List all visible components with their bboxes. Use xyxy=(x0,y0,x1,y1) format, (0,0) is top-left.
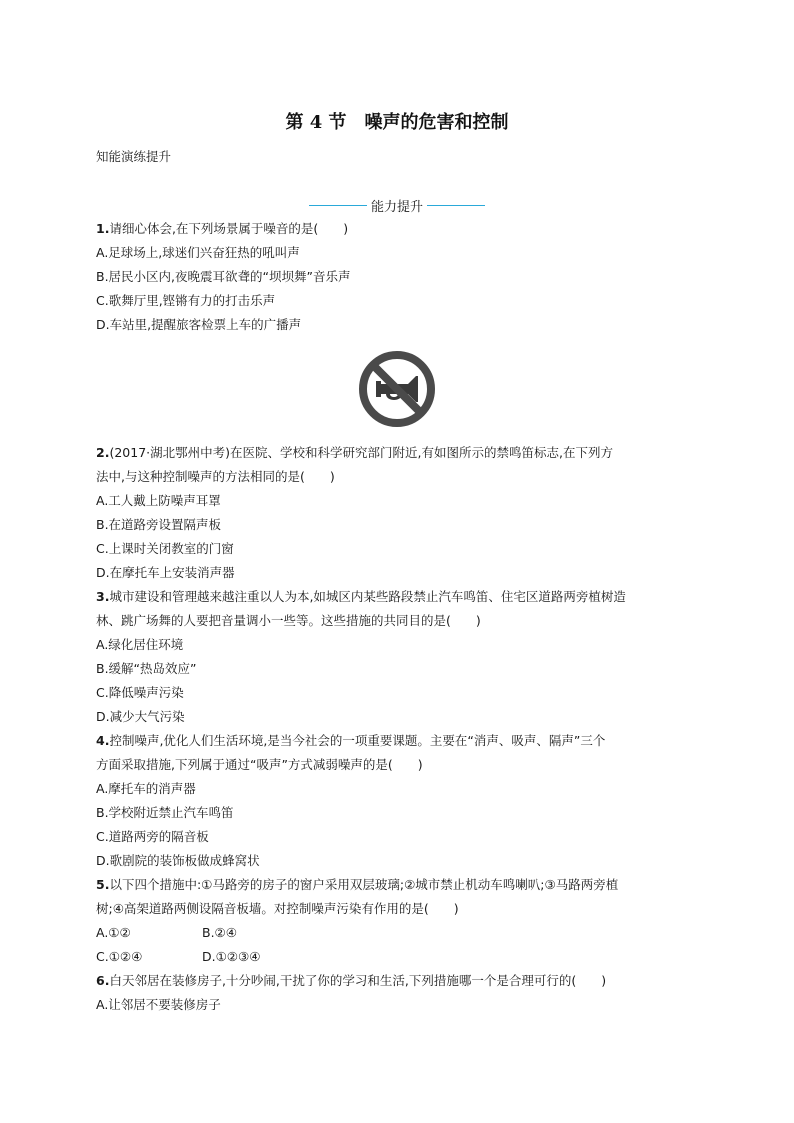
question-stem: 4.控制噪声,优化人们生活环境,是当今社会的一项重要课题。主要在“消声、吸声、隔声”三个 xyxy=(96,733,606,748)
option: D.①②③④ xyxy=(202,949,261,964)
option: A.绿化居住环境 xyxy=(96,637,184,652)
section-header xyxy=(0,196,794,215)
question-4 xyxy=(96,729,696,873)
option-row xyxy=(96,921,696,945)
question-3 xyxy=(96,585,696,729)
question-number: 4. xyxy=(96,733,110,748)
option: D.减少大气污染 xyxy=(96,709,185,724)
question-2 xyxy=(96,441,696,585)
question-number: 1. xyxy=(96,221,110,236)
question-6 xyxy=(96,969,696,1017)
section-rule-left xyxy=(309,205,367,206)
question-stem: 5.以下四个措施中:①马路旁的房子的窗户采用双层玻璃;②城市禁止机动车鸣喇叭;③马路两旁植 xyxy=(96,877,619,892)
option: A.摩托车的消声器 xyxy=(96,781,196,796)
section-rule-right xyxy=(427,205,485,206)
page-title: 第 4 节 噪声的危害和控制 xyxy=(285,112,509,133)
question-list xyxy=(96,217,696,1017)
question-stem-continued: 法中,与这种控制噪声的方法相同的是( ) xyxy=(96,469,335,484)
question-stem-continued: 树;④高架道路两侧设隔音板墙。对控制噪声污染有作用的是( ) xyxy=(96,901,459,916)
option-row xyxy=(96,945,696,969)
option: A.让邻居不要装修房子 xyxy=(96,997,221,1012)
question-stem: 1.请细心体会,在下列场景属于噪音的是( ) xyxy=(96,221,349,236)
question-stem: 2.(2017·湖北鄂州中考)在医院、学校和科学研究部门附近,有如图所示的禁鸣笛标志,在下列方 xyxy=(96,445,613,460)
option: A.工人戴上防噪声耳罩 xyxy=(96,493,221,508)
figure xyxy=(0,337,794,441)
question-number: 5. xyxy=(96,877,110,892)
question-5 xyxy=(96,873,696,969)
option: A.足球场上,球迷们兴奋狂热的吼叫声 xyxy=(96,245,300,260)
option: B.在道路旁设置隔声板 xyxy=(96,517,222,532)
section-label: 能力提升 xyxy=(370,200,423,215)
option: C.歌舞厅里,铿锵有力的打击乐声 xyxy=(96,293,276,308)
option: C.道路两旁的隔音板 xyxy=(96,829,209,844)
option: D.车站里,提醒旅客检票上车的广播声 xyxy=(96,317,302,332)
option: B.学校附近禁止汽车鸣笛 xyxy=(96,805,234,820)
question-stem-continued: 方面采取措施,下列属于通过“吸声”方式减弱噪声的是( ) xyxy=(96,757,423,772)
option: C.①②④ xyxy=(96,949,143,964)
option: D.在摩托车上安装消声器 xyxy=(96,565,235,580)
no-horn-sign-icon xyxy=(356,348,438,430)
question-stem: 3.城市建设和管理越来越注重以人为本,如城区内某些路段禁止汽车鸣笛、住宅区道路两旁植树造 xyxy=(96,589,626,604)
question-number: 6. xyxy=(96,973,110,988)
option: B.缓解“热岛效应” xyxy=(96,661,197,676)
option: C.上课时关闭教室的门窗 xyxy=(96,541,234,556)
option: B.居民小区内,夜晚震耳欲聋的“坝坝舞”音乐声 xyxy=(96,269,351,284)
question-1 xyxy=(96,217,696,337)
question-number: 3. xyxy=(96,589,110,604)
option: B.②④ xyxy=(202,925,237,940)
option: A.①② xyxy=(96,925,131,940)
question-stem: 6.白天邻居在装修房子,十分吵闹,干扰了你的学习和生活,下列措施哪一个是合理可行的( ) xyxy=(96,973,607,988)
option: D.歌剧院的装饰板做成蜂窝状 xyxy=(96,853,260,868)
question-stem-continued: 林、跳广场舞的人要把音量调小一些等。这些措施的共同目的是( ) xyxy=(96,613,481,628)
question-number: 2. xyxy=(96,445,110,460)
option: C.降低噪声污染 xyxy=(96,685,184,700)
page-subtitle: 知能演练提升 xyxy=(96,149,172,164)
